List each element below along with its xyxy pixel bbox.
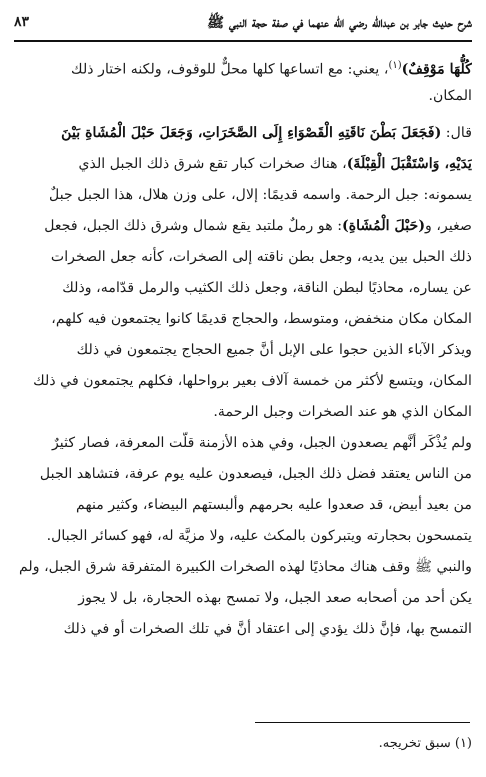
- text-line: [14, 273, 472, 304]
- text-line: [14, 459, 472, 490]
- commentary-text: من الناس يعتقد فضل ذلك الجبل، فيصعدون عليه يوم عرفة، فتشاهد الجبل: [39, 466, 472, 482]
- commentary-text: يكن أحد من أصحابه صعد الجبل، ولا تمسح بهذه الحجارة، بل لا يجوز: [78, 590, 472, 606]
- text-line: [14, 428, 472, 459]
- commentary-text: المكان الذي هو عند الصخرات وجبل الرحمة.: [213, 404, 472, 420]
- commentary-text: يسمونه: جبل الرحمة. واسمه قديمًا: إلال، على وزن هلال، هذا الجبل جبلٌ: [48, 187, 472, 203]
- commentary-text: عن يساره، محاذيًا لبطن الناقة، وجعل ذلك الكثيب والرمل قدّامه، وذلك: [62, 280, 472, 296]
- footnote-marker: (١): [388, 60, 402, 71]
- hadith-quote: يَدَيْهِ، وَاسْتَقْبَلَ الْقِبْلَةَ): [346, 156, 472, 172]
- text-line: [14, 335, 472, 366]
- commentary-text: ذلك الحبل بين يديه، وجعل بطن ناقته إلى الصخرات، كأنه جعل الصخرات: [50, 249, 472, 265]
- commentary-text: قال:: [441, 125, 472, 141]
- text-line: [14, 397, 472, 428]
- commentary-text: المكان.: [428, 88, 472, 104]
- text-line: [14, 149, 472, 180]
- text-line: [14, 614, 472, 645]
- page-body: [14, 50, 472, 645]
- text-line: [14, 118, 472, 149]
- commentary-text: يتمسحون بحجارته ويتبركون بالمكث عليه، ولا مزيَّة له، فهو كسائر الجبال.: [46, 528, 472, 544]
- footnote: (١) سبق تخريجه.: [378, 736, 472, 751]
- commentary-text: ، يعني: مع اتساعها كلها محلٌّ للوقوف، ولكنه اختار ذلك: [71, 61, 389, 78]
- hadith-quote: كُلُّهَا مَوْقِفٌ): [401, 61, 472, 78]
- page-header: [14, 6, 472, 42]
- commentary-text: صغير، و: [425, 218, 472, 234]
- footnote-divider: [255, 722, 470, 723]
- text-line: [14, 304, 472, 335]
- commentary-text: المكان مكان منخفض، ومتوسط، والحجاج قديمًا كانوا يجتمعون فيه كلهم،: [51, 311, 472, 327]
- text-line: [14, 211, 472, 242]
- commentary-text: والنبي ﷺ وقف هناك محاذيًا لهذه الصخرات الكبيرة المتفرقة شرق الجبل، ولم: [18, 559, 472, 575]
- commentary-text: من بعيد أبيض، قد صعدوا عليه بحرمهم وألبستهم البيضاء، وكثير منهم: [76, 497, 472, 513]
- text-line: [14, 366, 472, 397]
- text-line: [14, 583, 472, 614]
- page-number: ٨٣: [14, 14, 30, 30]
- commentary-text: ولم يُذْكَر أنَّهم يصعدون الجبل، وفي هذه الأزمنة قلّت المعرفة، فصار كثيرٌ: [51, 435, 472, 451]
- text-line: [14, 81, 472, 112]
- hadith-quote: (حَبْلَ الْمُشَاةِ): [342, 218, 426, 234]
- hadith-quote: (فَجَعَلَ بَطْنَ نَاقَتِهِ الْقَصْوَاءِ إِلَى الصَّخَرَاتِ، وَجَعَلَ حَبْلَ الْمُشَاةِ بَيْنَ: [61, 125, 442, 141]
- running-title: شرح حديث جابر بن عبدالله رضي الله عنهما في صفة حجة النبي ﷺ: [207, 15, 472, 31]
- text-line: [14, 50, 472, 81]
- text-line: [14, 521, 472, 552]
- text-line: [14, 242, 472, 273]
- commentary-text: المكان، ويتسع لأكثر من خمسة آلاف بعير برواحلها، فكلهم يجتمعون في ذلك: [33, 373, 472, 389]
- text-line: [14, 180, 472, 211]
- commentary-text: التمسح بها، فإنَّ ذلك يؤدي إلى اعتقاد أنَّ في تلك الصخرات أو في ذلك: [63, 621, 472, 637]
- text-line: [14, 490, 472, 521]
- commentary-text: ، هناك صخرات كبار تقع شرق ذلك الجبل الذي: [78, 156, 347, 172]
- text-line: [14, 552, 472, 583]
- commentary-text: ويذكر الآباء الذين حجوا على الإبل أنَّ جميع الحجاج يجتمعون في ذلك: [76, 342, 472, 358]
- commentary-text: : هو رملٌ ملتبد يقع شمال وشرق ذلك الجبل، فجعل: [44, 218, 342, 234]
